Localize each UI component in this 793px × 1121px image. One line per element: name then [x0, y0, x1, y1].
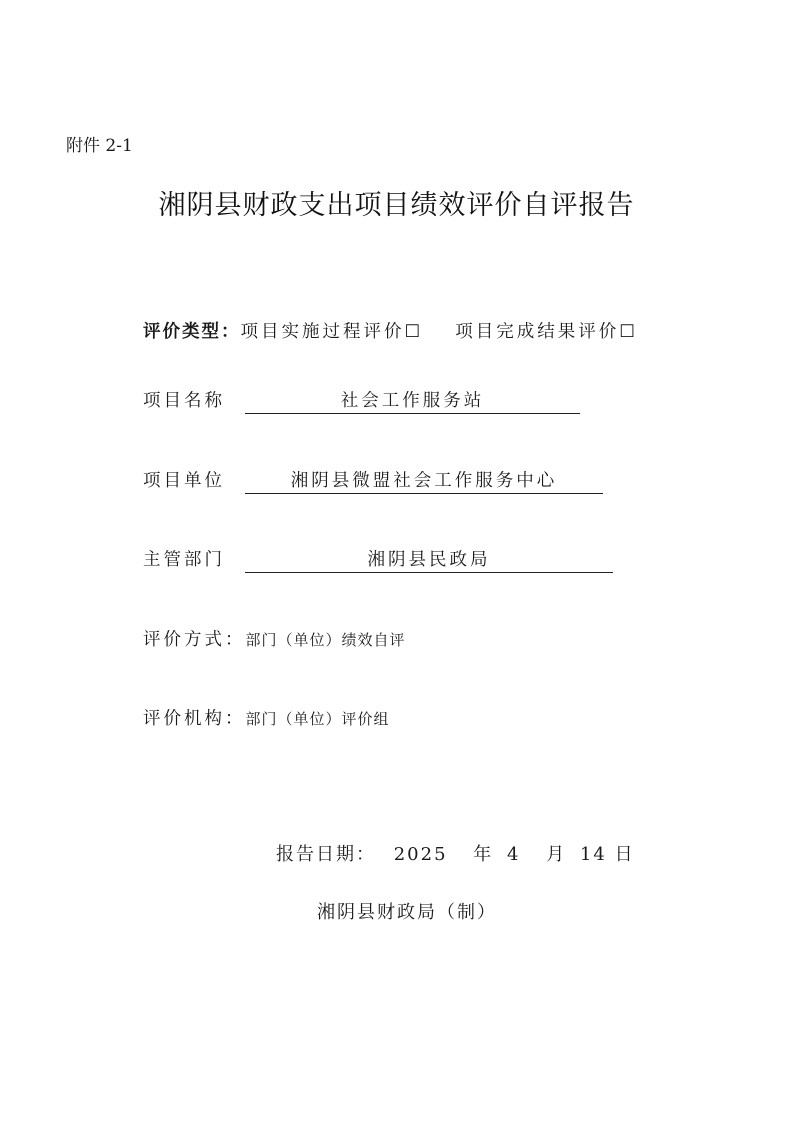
project-name-label: 项目名称 [143, 391, 225, 411]
report-date-day-unit: 日 [614, 844, 635, 865]
project-unit-label: 项目单位 [143, 471, 225, 491]
eval-type-label: 评价类型： [143, 322, 241, 342]
eval-org-row [143, 705, 390, 730]
report-date-month-unit: 月 [546, 844, 567, 865]
report-date-label: 报告日期： [276, 844, 376, 865]
eval-type-row [143, 318, 638, 343]
project-unit-value: 湘阴县微盟社会工作服务中心 [245, 467, 603, 494]
report-date [276, 840, 635, 866]
eval-org-value: 部门（单位）评价组 [245, 710, 390, 728]
report-date-day: 14 [579, 844, 607, 865]
department-label: 主管部门 [143, 550, 225, 570]
attachment-number: 附件 2-1 [66, 136, 133, 156]
report-date-month: 4 [507, 844, 521, 865]
project-name-value: 社会工作服务站 [245, 387, 580, 414]
document-title: 湘阴县财政支出项目绩效评价自评报告 [158, 190, 635, 221]
eval-type-option-result[interactable]: 项目完成结果评价☐ [455, 322, 638, 342]
department-value: 湘阴县民政局 [245, 546, 613, 573]
eval-method-label: 评价方式： [143, 630, 246, 650]
eval-type-option-process[interactable]: 项目实施过程评价☐ [240, 322, 424, 342]
eval-org-label: 评价机构： [143, 709, 246, 729]
report-date-year-unit: 年 [473, 844, 494, 865]
eval-method-row [143, 626, 406, 651]
issuer: 湘阴县财政局（制） [317, 902, 497, 923]
eval-method-value: 部门（单位）绩效自评 [245, 631, 406, 649]
report-date-year: 2025 [393, 844, 448, 865]
